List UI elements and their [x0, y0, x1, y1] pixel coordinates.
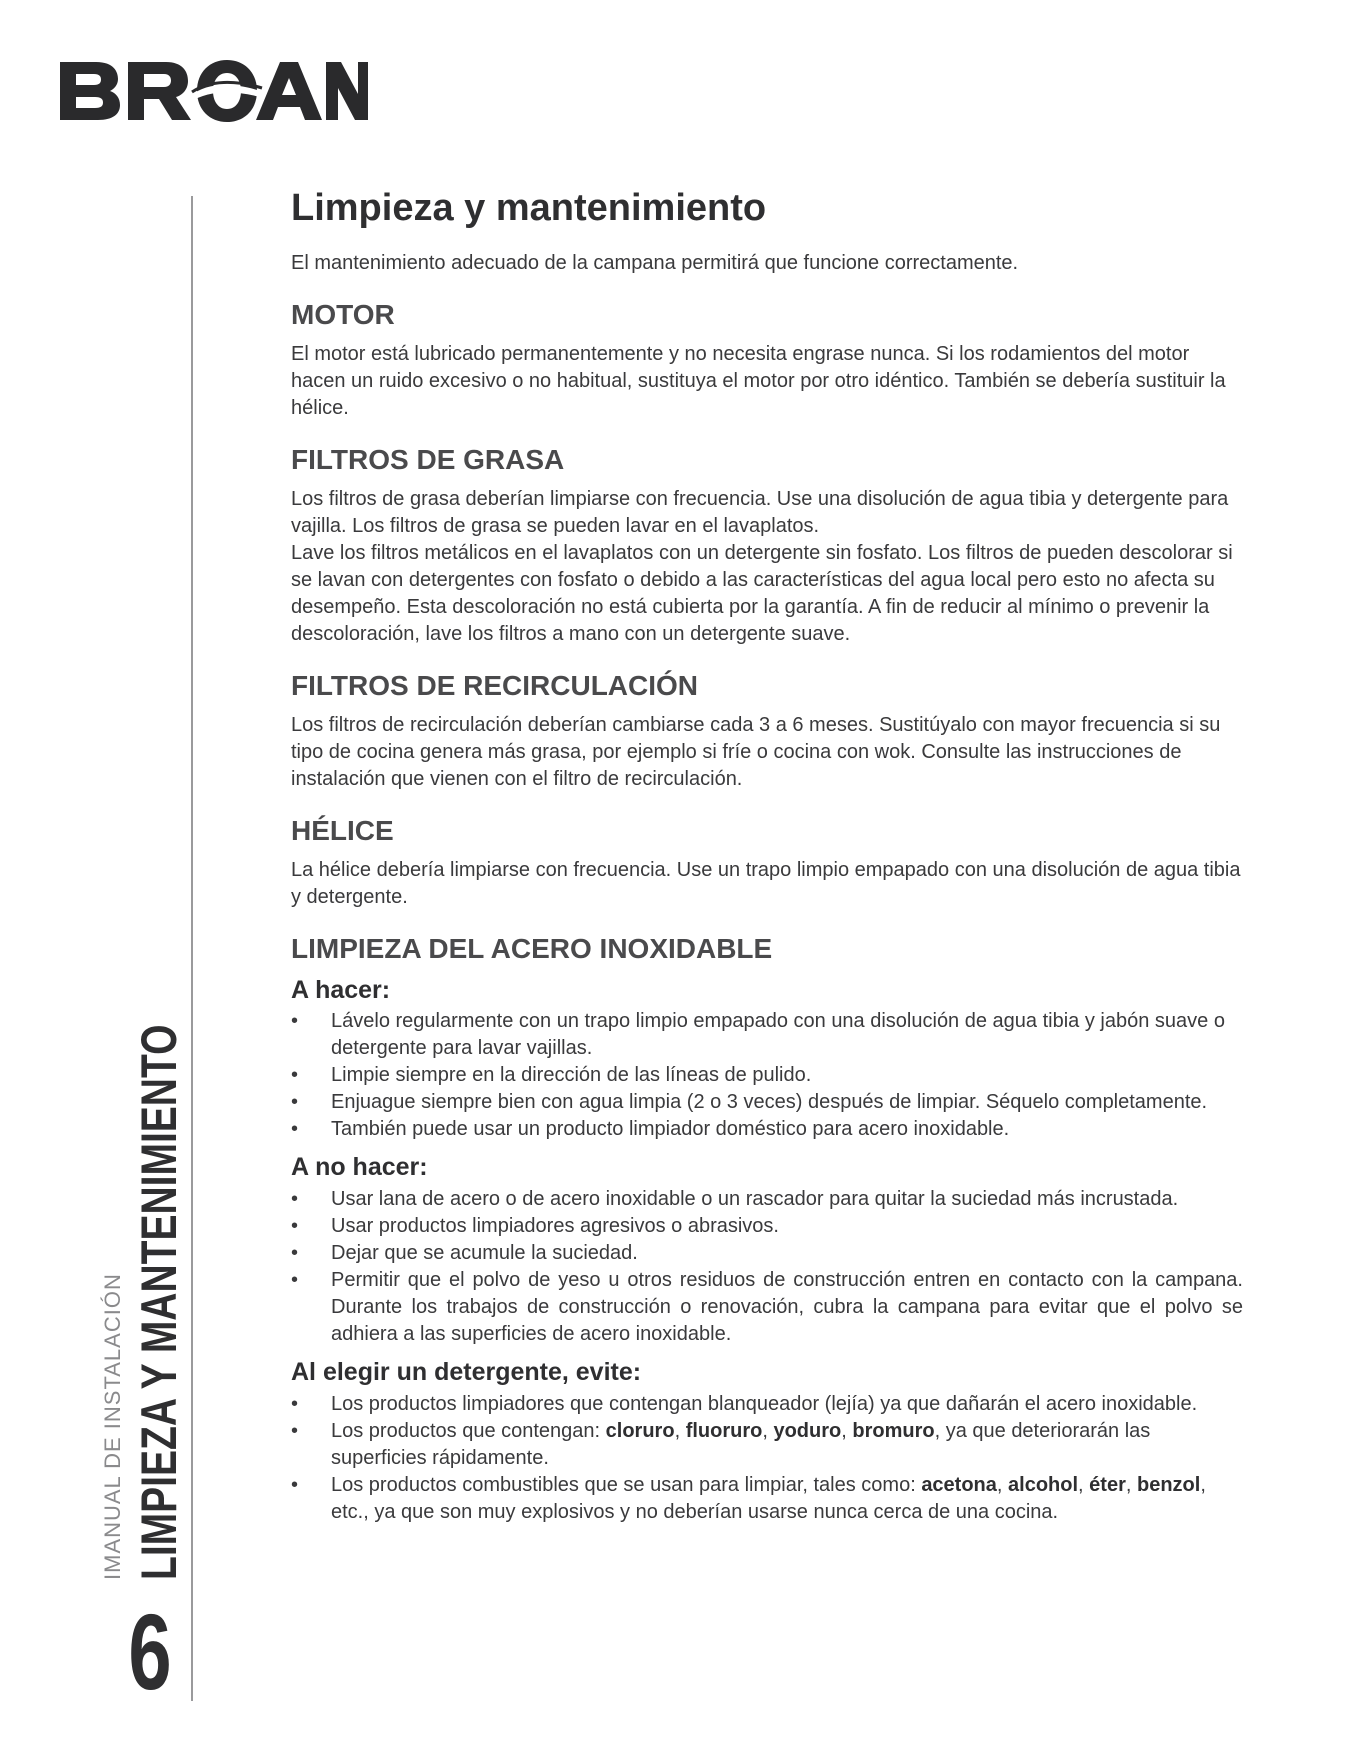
bullet: •	[291, 1473, 299, 1496]
intro-text: El mantenimiento adecuado de la campana permitirá que funcione correctamente.	[291, 251, 1019, 274]
bullet: •	[291, 1118, 299, 1141]
sidebar-divider	[191, 196, 193, 1701]
list-item: • Lávelo regularmente con un trapo limpio empapado con una disolución de agua tibia y jabón suave o detergente para lavar vajillas.	[291, 1010, 1225, 1060]
list-item: • Permitir que el polvo de yeso u otros residuos de construcción entren en contacto con la campana. Durante los trabajos de construcción o renovación, cubra la campana para evitar que el polvo se adhiera a las superficies de acero inoxidable.	[291, 1269, 1243, 1346]
list-item: • También puede usar un producto limpiador doméstico para acero inoxidable.	[291, 1116, 1243, 1143]
sidebar-title: LIMPIEZA Y MANTENIMIENTO	[131, 1024, 187, 1580]
broan-logo	[58, 52, 368, 124]
bullet: •	[291, 1215, 299, 1238]
motor-text: El motor está lubricado permanentemente y no necesita engrase nunca. Si los rodamientos del motor hacen un ruido excesivo o no habitual, sustituya el motor por otro idéntico. También se debería sustituir la hélice.	[291, 342, 1226, 419]
list-item: • Usar productos limpiadores agresivos o abrasivos.	[291, 1213, 1243, 1240]
avoid-list	[291, 1391, 1243, 1526]
bullet: •	[291, 1064, 299, 1087]
main-content	[291, 186, 1243, 1526]
bullet: •	[291, 1269, 299, 1292]
recirculation-filters-text: Los filtros de recirculación deberían cambiarse cada 3 a 6 meses. Sustitúyalo con mayor frecuencia si su tipo de cocina genera más grasa, por ejemplo si fríe o cocina con wok. Consulte las instrucciones de instalación que vienen con el filtro de recirculación.	[291, 714, 1221, 791]
motor-heading: MOTOR	[291, 298, 395, 330]
dont-heading: A no hacer:	[291, 1153, 428, 1182]
bullet: •	[291, 1419, 299, 1442]
bullet: •	[291, 1091, 299, 1114]
blower-wheel-heading: HÉLICE	[291, 815, 394, 847]
broan-logo-mark	[58, 52, 368, 124]
avoid-heading: Al elegir un detergente, evite:	[291, 1358, 642, 1387]
grease-filters-heading: FILTROS DE GRASA	[291, 443, 565, 475]
recirculation-filters-heading: FILTROS DE RECIRCULACIÓN	[291, 669, 699, 701]
bullet: •	[291, 1010, 299, 1033]
list-item: • Los productos que contengan: cloruro, fluoruro, yoduro, bromuro, ya que deteriorarán las superficies rápidamente.	[291, 1419, 1151, 1469]
list-item: • Los productos combustibles que se usan para limpiar, tales como: acetona, alcohol, éter, benzol, etc., ya que son muy explosivos y no deberían usarse nunca cerca de una cocina.	[291, 1473, 1206, 1523]
grease-filters-text-1: Los filtros de grasa deberían limpiarse con frecuencia. Use una disolución de agua tibia y detergente para vajilla. Los filtros de grasa se pueden lavar en el lavaplatos.	[291, 487, 1229, 537]
do-list	[291, 1008, 1243, 1143]
list-item: • Dejar que se acumule la suciedad.	[291, 1240, 1243, 1267]
bullet: •	[291, 1188, 299, 1211]
page-title: Limpieza y mantenimiento	[291, 187, 767, 229]
do-heading: A hacer:	[291, 975, 391, 1004]
stainless-cleaning-heading: LIMPIEZA DEL ACERO INOXIDABLE	[291, 933, 773, 965]
page-number: 6	[128, 1591, 172, 1712]
list-item: • Usar lana de acero o de acero inoxidable o un rascador para quitar la suciedad más incrustada.	[291, 1186, 1243, 1213]
sidebar-subtitle: IMANUAL DE INSTALACIÓN	[100, 1273, 125, 1580]
bullet: •	[291, 1392, 299, 1415]
list-item: • Los productos limpiadores que contengan blanqueador (lejía) ya que dañarán el acero inoxidable.	[291, 1391, 1243, 1418]
bullet: •	[291, 1242, 299, 1265]
list-item: • Limpie siempre en la dirección de las líneas de pulido.	[291, 1062, 1243, 1089]
dont-list	[291, 1186, 1243, 1348]
list-item: • Enjuague siempre bien con agua limpia (2 o 3 veces) después de limpiar. Séquelo completamente.	[291, 1089, 1243, 1116]
grease-filters-text-2: Lave los filtros metálicos en el lavaplatos con un detergente sin fosfato. Los filtros de pueden descolorar si se lavan con detergentes con fosfato o debido a las características del agua local pero esto no afecta su desempeño. Esta descoloración no está cubierta por la garantía. A fin de reducir al mínimo o prevenir la descoloración, lave los filtros a mano con un detergente suave.	[291, 541, 1233, 645]
blower-wheel-text: La hélice debería limpiarse con frecuencia. Use un trapo limpio empapado con una disolución de agua tibia y detergente.	[291, 859, 1241, 909]
